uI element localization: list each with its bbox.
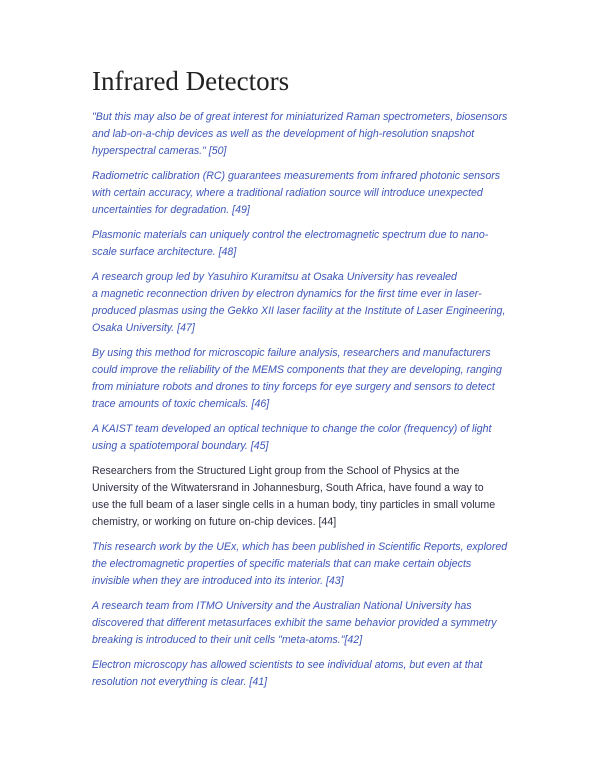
text-line: the electromagnetic properties of specific materials that can make certain objects: [92, 558, 472, 570]
text-line: trace amounts of toxic chemicals. [46]: [92, 398, 270, 410]
paragraph-ref-49[interactable]: [92, 168, 522, 219]
text-line: "But this may also be of great interest for miniaturized Raman spectrometers, biosensors: [92, 111, 508, 123]
paragraph-ref-47[interactable]: [92, 269, 522, 337]
text-line: A research group led by Yasuhiro Kuramitsu at Osaka University has revealed: [92, 271, 457, 283]
text-line: use the full beam of a laser single cells in a human body, tiny particles in small volume: [92, 499, 496, 511]
text-line: using a spatiotemporal boundary. [45]: [92, 440, 269, 452]
paragraph-ref-45[interactable]: [92, 421, 522, 455]
text-line: produced plasmas using the Gekko XII laser facility at the Institute of Laser Engineering,: [92, 305, 506, 317]
text-line: A KAIST team developed an optical technique to change the color (frequency) of light: [92, 423, 492, 435]
text-line: A research team from ITMO University and the Australian National University has: [92, 600, 472, 612]
paragraph-ref-50[interactable]: [92, 109, 522, 160]
text-line: and lab-on-a-chip devices as well as the development of high-resolution snapshot: [92, 128, 475, 140]
page-title: Infrared Detectors: [92, 66, 290, 96]
text-line: Researchers from the Structured Light group from the School of Physics at the: [92, 465, 460, 477]
text-line: resolution not everything is clear. [41]: [92, 676, 268, 688]
text-line: invisible when they are introduced into its interior. [43]: [92, 575, 344, 587]
text-line: By using this method for microscopic failure analysis, researchers and manufacturers: [92, 347, 491, 359]
paragraph-ref-44[interactable]: [92, 463, 522, 531]
paragraph-ref-46[interactable]: [92, 345, 522, 413]
text-line: could improve the reliability of the MEMS components that they are developing, ranging: [92, 364, 502, 376]
text-line: with certain accuracy, where a traditional radiation source will introduce unexpected: [92, 187, 483, 199]
paragraph-ref-41[interactable]: [92, 657, 522, 691]
paragraph-ref-48[interactable]: [92, 227, 522, 261]
text-line: University of the Witwatersrand in Johannesburg, South Africa, have found a way to: [92, 482, 484, 494]
text-line: chemistry, or working on future on-chip devices. [44]: [92, 516, 337, 528]
paragraph-ref-43[interactable]: [92, 539, 522, 590]
text-line: a magnetic reconnection driven by electron dynamics for the first time ever in laser-: [92, 288, 482, 300]
text-line: uncertainties for degradation. [49]: [92, 204, 250, 216]
text-line: Radiometric calibration (RC) guarantees measurements from infrared photonic sensors: [92, 170, 501, 182]
paragraph-ref-42[interactable]: [92, 598, 522, 649]
text-line: breaking is introduced to their unit cells "meta-atoms."[42]: [92, 634, 363, 646]
text-line: hyperspectral cameras." [50]: [92, 145, 227, 157]
text-line: Osaka University. [47]: [92, 322, 195, 334]
text-line: This research work by the UEx, which has been published in Scientific Reports, explored: [92, 541, 508, 553]
text-line: Plasmonic materials can uniquely control the electromagnetic spectrum due to nano-: [92, 229, 489, 241]
text-line: discovered that different metasurfaces exhibit the same behavior provided a symmetry: [92, 617, 497, 629]
text-line: Electron microscopy has allowed scientists to see individual atoms, but even at that: [92, 659, 483, 671]
text-line: scale surface architecture. [48]: [92, 246, 237, 258]
text-line: from miniature robots and drones to tiny forceps for eye surgery and sensors to detect: [92, 381, 495, 393]
